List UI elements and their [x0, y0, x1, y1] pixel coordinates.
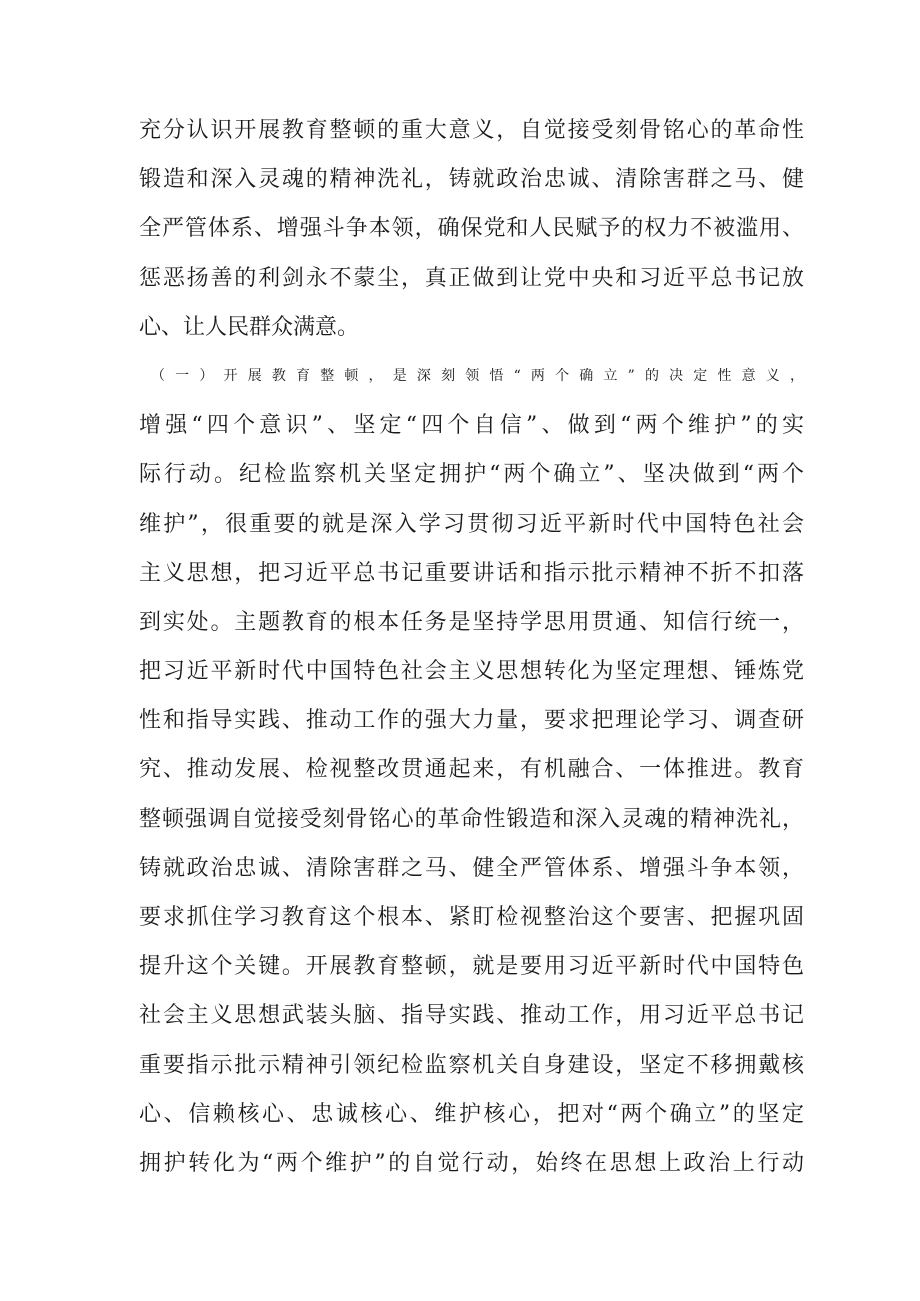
text-line: 充分认识开展教育整顿的重大意义，自觉接受刻骨铭心的革命性 [139, 118, 804, 143]
text-line: 要求抓住学习教育这个根本、紧盯检视整治这个要害、把握巩固 [139, 905, 804, 930]
text-line: 重要指示批示精神引领纪检监察机关自身建设，坚定不移拥戴核 [139, 1052, 804, 1078]
text-line: 心、信赖核心、忠诚核心、维护核心，把对“两个确立”的坚定 [139, 1101, 804, 1127]
text-line: 增强“四个意识”、坚定“四个自信”、做到“两个维护”的实 [139, 413, 804, 439]
text-line: 社会主义思想武装头脑、指导实践、推动工作，用习近平总书记 [139, 1003, 804, 1029]
text-line: 主义思想，把习近平总书记重要讲话和指示批示精神不折不扣落 [139, 560, 804, 586]
text-line: 到实处。主题教育的根本任务是坚持学思用贯通、知信行统一， [139, 609, 804, 635]
text-line: 全严管体系、增强斗争本领，确保党和人民赋予的权力不被滥用、 [139, 216, 804, 242]
paragraph-2 [139, 352, 804, 1188]
text-line: 拥护转化为“两个维护”的自觉行动，始终在思想上政治上行动 [139, 1150, 804, 1176]
text-line: 惩恶扬善的利剑永不蒙尘，真正做到让党中央和习近平总书记放 [139, 265, 804, 291]
text-line: 究、推动发展、检视整改贯通起来，有机融合、一体推进。教育 [139, 757, 804, 783]
text-line: 把习近平新时代中国特色社会主义思想转化为坚定理想、锤炼党 [139, 659, 804, 685]
text-line: 整顿强调自觉接受刻骨铭心的革命性锻造和深入灵魂的精神洗礼， [139, 806, 804, 832]
text-line: （一）开展教育整顿，是深刻领悟“两个确立”的决定性意义， [151, 367, 804, 384]
document-body [139, 106, 804, 1188]
text-line: 际行动。纪检监察机关坚定拥护“两个确立”、坚决做到“两个 [139, 462, 804, 488]
text-line: 铸就政治忠诚、清除害群之马、健全严管体系、增强斗争本领， [139, 855, 804, 881]
text-line: 性和指导实践、推动工作的强大力量，要求把理论学习、调查研 [139, 708, 804, 734]
paragraph-1 [139, 106, 804, 352]
text-line: 锻造和深入灵魂的精神洗礼，铸就政治忠诚、清除害群之马、健 [139, 167, 804, 193]
text-line: 维护”，很重要的就是深入学习贯彻习近平新时代中国特色社会 [139, 511, 804, 537]
text-line: 心、让人民群众满意。 [139, 314, 360, 340]
text-line: 提升这个关键。开展教育整顿，就是要用习近平新时代中国特色 [139, 954, 804, 980]
